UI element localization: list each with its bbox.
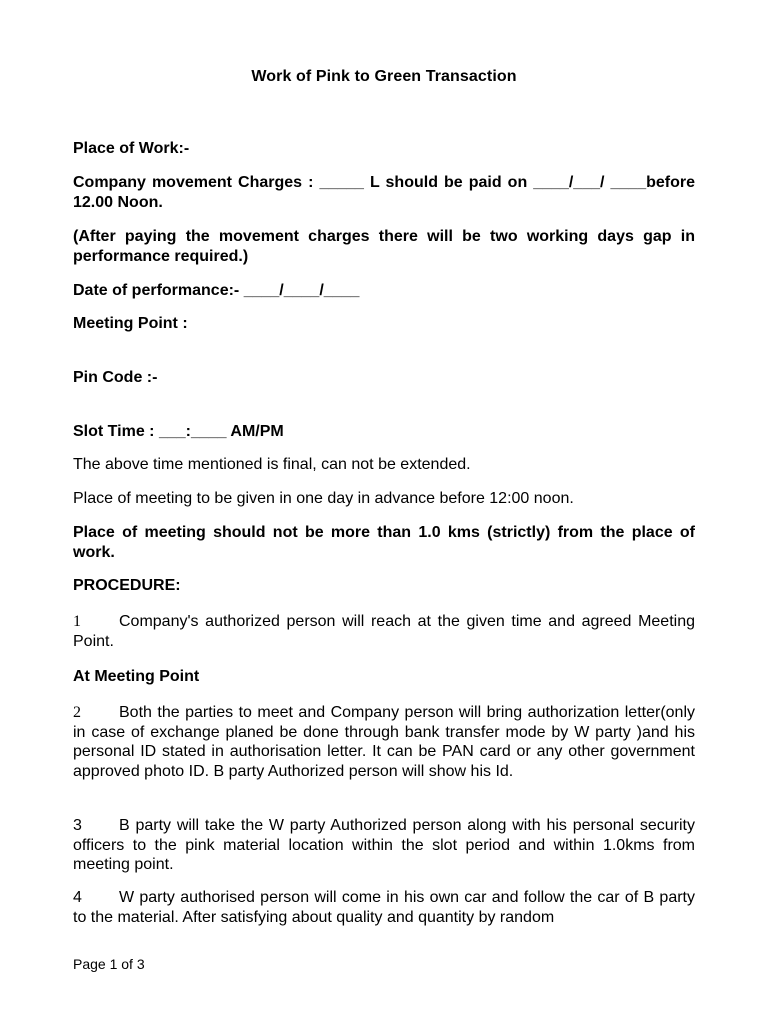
procedure-heading: PROCEDURE: [73,577,181,594]
slot-time-label: Slot Time : ___:____ AM/PM [73,423,284,440]
movement-note-text: (After paying the movement charges there will be two working days gap in performance required.) [73,228,695,265]
pin-code-label: Pin Code :- [73,369,158,386]
step-1-text: Company's authorized person will reach at the given time and agreed Meeting Point. [73,613,695,650]
step-3-text: B party will take the W party Authorized person along with his personal security officers to the pink material location within the slot period and within 1.0kms from meeting point. [73,817,695,873]
at-meeting-point-heading: At Meeting Point [73,668,200,685]
movement-charges-text: Company movement Charges : _____ L should be paid on ____/___/ ____before 12.00 Noon. [73,174,695,211]
step-4-text: W party authorised person will come in his own car and follow the car of B party to the material. After satisfying about quality and quantity by random [73,889,695,926]
place-distance-text: Place of meeting should not be more than 1.0 kms (strictly) from the place of work. [73,524,695,561]
step-4-number: 4 [73,889,82,906]
date-of-performance-label: Date of performance:- ____/____/____ [73,282,360,299]
step-2 [73,703,695,781]
step-2-number: 2 [73,704,81,721]
step-1 [73,612,695,651]
meeting-point-label: Meeting Point : [73,315,188,332]
place-advance-text: Place of meeting to be given in one day in advance before 12:00 noon. [73,490,574,507]
step-3 [73,816,695,875]
step-2-text: Both the parties to meet and Company person will bring authorization letter(only in case of exchange planed be done through bank transfer mode by W party )and his personal ID stated in authorisation letter. It can be PAN card or any other government approved photo ID. B party Authorized person will show his Id. [73,704,695,780]
step-4 [73,888,695,927]
place-of-work-label: Place of Work:- [73,140,190,157]
step-3-number: 3 [73,817,82,834]
page-number-footer: Page 1 of 3 [73,956,145,972]
step-1-number: 1 [73,613,81,630]
document-title: Work of Pink to Green Transaction [251,68,517,85]
time-final-text: The above time mentioned is final, can not be extended. [73,456,471,473]
